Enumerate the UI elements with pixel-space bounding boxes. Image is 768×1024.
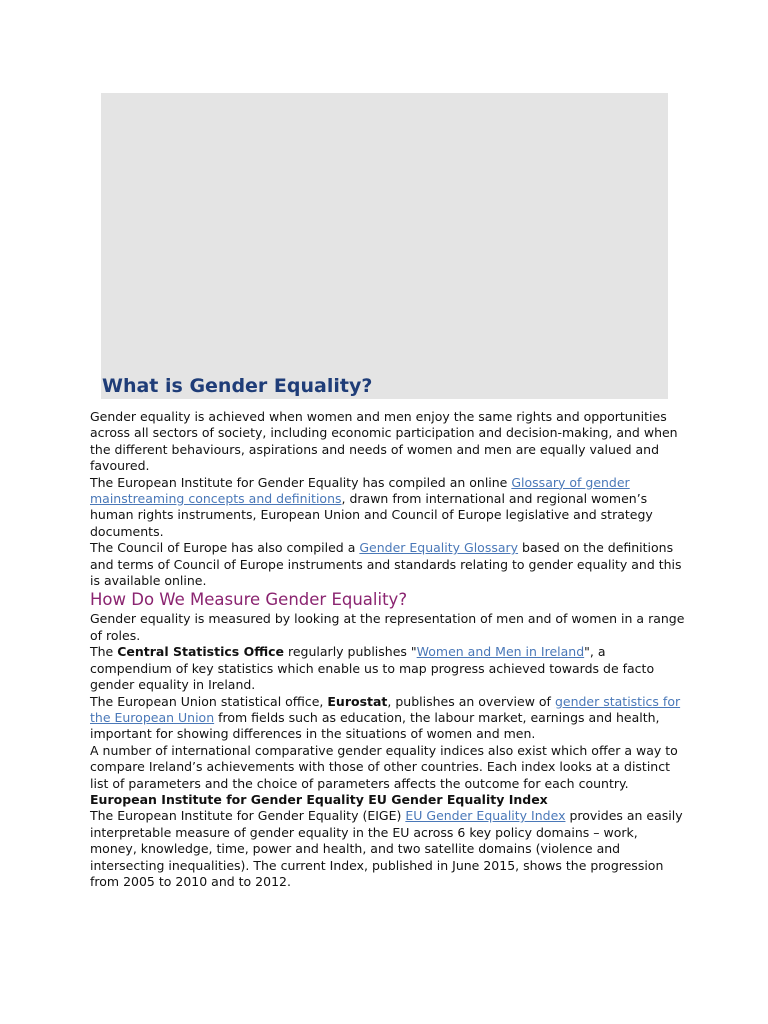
gender-equality-glossary-link[interactable]: Gender Equality Glossary (359, 540, 519, 556)
hero-image-placeholder (101, 93, 668, 399)
measure-paragraph-5: The European Institute for Gender Equality (EIGE) EU Gender Equality Index provides an easily interpretable measure of gender equality in the EU across 6 key policy domains – work, money, knowledge, time, power and health, and two satellite domains (violence and intersecting inequalities). The current Index, published in June 2015, shows the progression from 2005 to 2010 and to 2012. (90, 808, 683, 889)
eu-gender-equality-index-link[interactable]: EU Gender Equality Index (405, 808, 566, 824)
measure-paragraph-2: The Central Statistics Office regularly publishes "Women and Men in Ireland", a compendium of key statistics which enable us to map progress achieved towards de facto gender equality in Ireland. (90, 644, 655, 693)
intro-paragraph-1: Gender equality is achieved when women and men enjoy the same rights and opportunities across all sectors of society, including economic participation and decision-making, and when the different behaviours, aspirations and needs of women and men are equally valued and favoured. (90, 409, 678, 474)
intro-paragraph-2: The European Institute for Gender Equality has compiled an online Glossary of gender mainstreaming concepts and definitions, drawn from international and regional women’s human rights instruments, European Union and Council of Europe legislative and strategy documents. (90, 474, 653, 539)
page-title: What is Gender Equality? (102, 375, 373, 397)
glossary-mainstreaming-link[interactable]: Glossary of gender mainstreaming concepts and definitions (90, 474, 630, 507)
intro-paragraph-3: The Council of Europe has also compiled a Gender Equality Glossary based on the definitions and terms of Council of Europe instruments and standards relating to gender equality and this is available online. (90, 540, 682, 589)
measure-paragraph-3: The European Union statistical office, Eurostat, publishes an overview of gender statistics for the European Union from fields such as education, the labour market, earnings and health, important for showing differences in the situations of women and men. (90, 693, 681, 742)
eige-index-subheading: European Institute for Gender Equality EU Gender Equality Index (90, 791, 548, 807)
women-and-men-in-ireland-link[interactable]: Women and Men in Ireland (416, 644, 585, 660)
measure-paragraph-4: A number of international comparative gender equality indices also exist which offer a way to compare Ireland’s achievements with those of other countries. Each index looks at a distinct list of parameters and the choice of parameters affects the outcome for each country. (90, 742, 678, 791)
measure-paragraph-1: Gender equality is measured by looking at the representation of men and of women in a range of roles. (90, 611, 685, 643)
measure-section-heading: How Do We Measure Gender Equality? (90, 590, 408, 610)
eu-gender-statistics-link[interactable]: gender statistics for the European Union (90, 693, 681, 725)
article-body (90, 409, 686, 890)
